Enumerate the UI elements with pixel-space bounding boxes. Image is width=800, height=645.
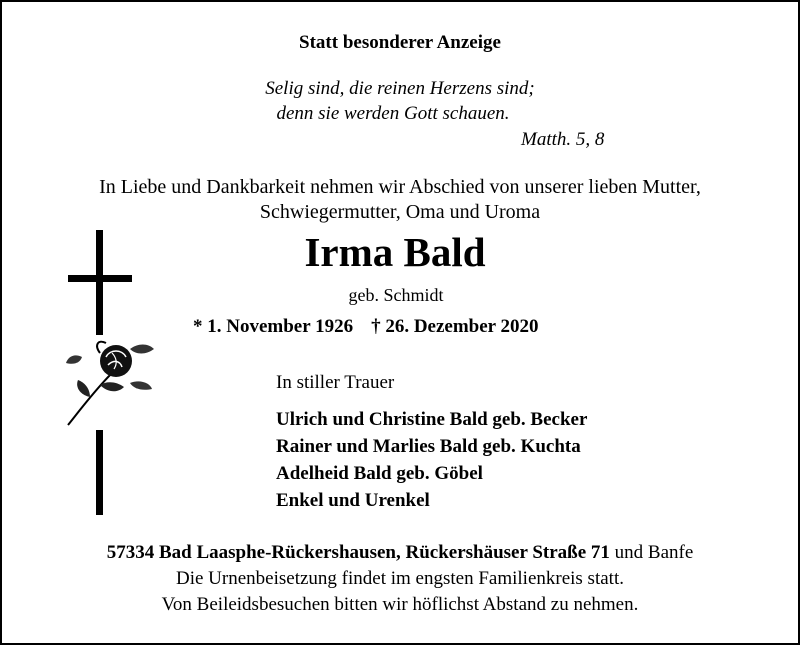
footer-line-3: Von Beileidsbesuchen bitten wir höflichst Abstand zu nehmen. <box>161 594 639 615</box>
verse-line-2: denn sie werden Gott schauen. <box>276 103 510 124</box>
mourner-item: Adelheid Bald geb. Göbel <box>276 463 483 484</box>
death-date: † 26. Dezember 2020 <box>371 316 539 337</box>
verse-reference: Matth. 5, 8 <box>521 129 605 150</box>
footer-address-suffix: und Banfe <box>609 542 694 563</box>
rose-icon <box>60 335 160 430</box>
deceased-name: Irma Bald <box>304 229 486 275</box>
notice-heading: Statt besonderer Anzeige <box>299 32 501 53</box>
footer-line-2: Die Urnenbeisetzung findet im engsten Familienkreis statt. <box>176 568 624 589</box>
life-dates <box>193 316 539 338</box>
verse-line-1: Selig sind, die reinen Herzens sind; <box>265 78 535 99</box>
mourning-label: In stiller Trauer <box>276 372 395 393</box>
mourner-item: Enkel und Urenkel <box>276 490 430 511</box>
mourner-item: Ulrich und Christine Bald geb. Becker <box>276 409 588 430</box>
intro-line-1: In Liebe und Dankbarkeit nehmen wir Abschied von unserer lieben Mutter, <box>99 176 701 198</box>
intro-line-2: Schwiegermutter, Oma und Uroma <box>259 201 541 223</box>
maiden-name: geb. Schmidt <box>348 285 444 305</box>
footer-address-line <box>0 540 800 566</box>
footer <box>0 540 800 618</box>
footer-address: 57334 Bad Laasphe-Rückershausen, Rückershäuser Straße 71 <box>106 542 610 563</box>
mourner-item: Rainer und Marlies Bald geb. Kuchta <box>276 436 581 457</box>
mourners-list <box>276 406 587 514</box>
birth-date: * 1. November 1926 <box>193 316 354 337</box>
intro-text <box>0 175 800 225</box>
